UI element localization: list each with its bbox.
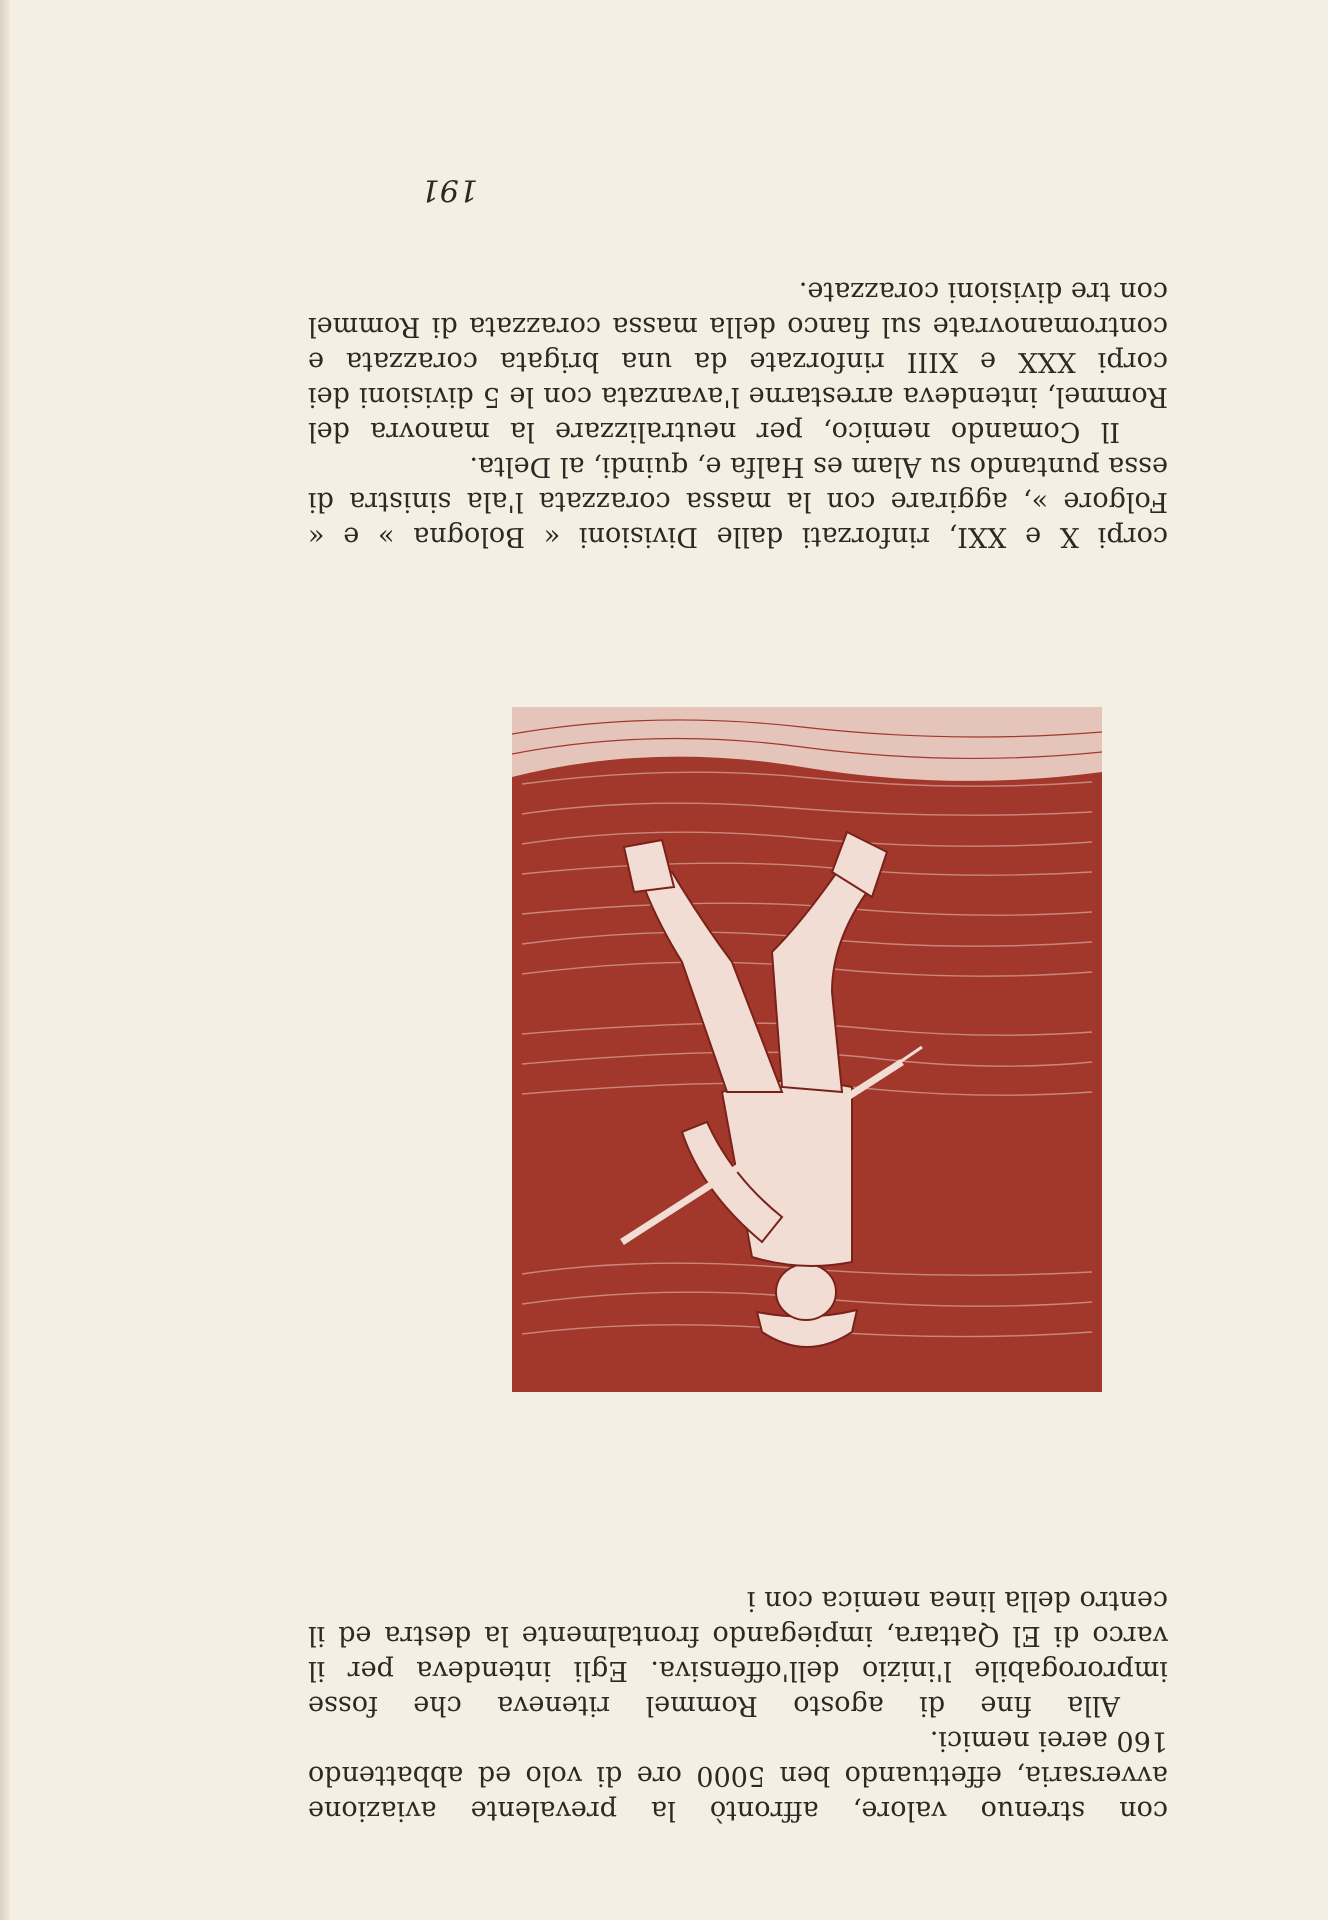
paragraph-rommel-offensive: Alla fine di agosto Rommel riteneva che fosse improrogabile l'inizio dell'offensiva. Egli intendeva per il varco di El Qattara, impiegando frontalmente la destra ed il centro della linea nemica con i (308, 1585, 1168, 1721)
paragraph-continuation: con strenuo valore, affrontò la prevalente aviazione avversaria, effettuando ben 5000 ore di volo ed abbattendo 160 aerei nemici. (308, 1725, 1168, 1826)
paragraph-corpi: corpi X e XXI, rinforzati dalle Divisioni « Bologna » e « Folgore », aggirare con la massa corazzata l'ala sinistra di essa puntando su Alam es Halfa e, quindi, al Delta. (308, 451, 1168, 552)
paragraph-comando-nemico: Il Comando nemico, per neutralizzare la manovra del Rommel, intendeva arrestarne l'avanzata con le 5 divisioni dei corpi XXX e XIII rinforzate da una brigata corazzata e contromanovrate sul fianco della massa corazzata di Rommel con tre divisioni corazzate. (308, 276, 1168, 447)
text-block-bottom (308, 274, 1168, 554)
woodcut-soldier-illustration (512, 707, 1102, 1392)
page-number: 191 (420, 172, 478, 207)
text-block-top (308, 1583, 1168, 1828)
soldier-head (776, 1264, 836, 1320)
